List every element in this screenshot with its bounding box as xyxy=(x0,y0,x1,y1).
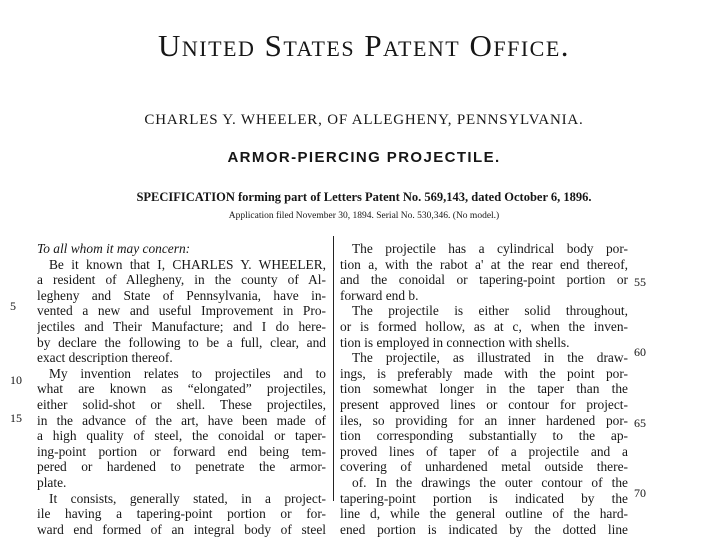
text-line: tion somewhat longer in the taper than the xyxy=(340,381,628,397)
left-text-column xyxy=(37,241,326,537)
text-line: by declare the following to be a full, clear, and xyxy=(37,334,326,350)
text-line: in the advance of the art, have been made of xyxy=(37,412,326,428)
text-line: present approved lines or contour for project- xyxy=(340,396,628,412)
salutation-line: To all whom it may concern: xyxy=(37,241,191,256)
text-line: tion a, with the rabot a' at the rear end thereof, xyxy=(340,256,628,272)
right-text-column xyxy=(340,241,628,537)
line-number: 15 xyxy=(10,411,22,425)
text-line: ened portion is indicated by the dotted line xyxy=(340,521,628,537)
text-line: or is formed hollow, as at c, when the inven- xyxy=(340,318,628,334)
text-line: line d, while the general outline of the hard- xyxy=(340,506,628,522)
text-line: The projectile is either solid throughout, xyxy=(352,303,628,319)
text-line: exact description thereof. xyxy=(37,350,173,366)
text-line: proved lines of taper of a projectile and a xyxy=(340,443,628,459)
text-line: plate. xyxy=(37,474,67,490)
line-number: 10 xyxy=(10,373,22,387)
text-line: and the conoidal or tapering-point portion or xyxy=(340,272,628,288)
text-line: pered or hardened to penetrate the armor- xyxy=(37,459,326,475)
text-line: of. In the drawings the outer contour of the xyxy=(352,474,628,490)
text-line: forward end b. xyxy=(340,287,419,303)
specification-label: SPECIFICATION xyxy=(136,190,235,204)
specification-details: forming part of Letters Patent No. 569,143, dated October 6, 1896. xyxy=(234,190,592,204)
line-number: 65 xyxy=(634,416,646,430)
text-line: My invention relates to projectiles and to xyxy=(49,365,326,381)
text-line: legheny and State of Pennsylvania, have in- xyxy=(37,287,326,303)
line-number: 5 xyxy=(10,299,16,313)
text-line: ings, is preferably made with the point por- xyxy=(340,365,628,381)
line-number: 70 xyxy=(634,486,646,500)
inventor-line: CHARLES Y. WHEELER, OF ALLEGHENY, PENNSYLVANIA. xyxy=(144,112,584,128)
text-line: tapering-point portion is indicated by the xyxy=(340,490,628,506)
text-line: ward end formed of an integral body of steel xyxy=(37,521,326,537)
text-line: a high quality of steel, the conoidal or taper- xyxy=(37,428,326,444)
column-divider xyxy=(333,236,334,501)
office-title: United States Patent Office. xyxy=(157,28,571,63)
text-line: a resident of Allegheny, in the county of Al- xyxy=(37,272,326,288)
invention-title: ARMOR-PIERCING PROJECTILE. xyxy=(227,149,501,166)
line-number: 60 xyxy=(634,345,646,359)
text-line: jectiles and Their Manufacture; and I do here- xyxy=(37,318,326,334)
text-line: iles, so providing for an inner hardened por- xyxy=(340,412,628,428)
text-line: The projectile has a cylindrical body por- xyxy=(352,241,628,256)
text-line: The projectile, as illustrated in the draw- xyxy=(352,350,628,366)
text-line: tion is employed in connection with shells. xyxy=(340,334,570,350)
specification-line xyxy=(0,190,728,205)
text-line: vented a new and useful Improvement in Pro- xyxy=(37,303,326,319)
text-line: Be it known that I, CHARLES Y. WHEELER, xyxy=(49,256,326,272)
application-line: Application filed November 30, 1894. Serial No. 530,346. (No model.) xyxy=(228,211,500,221)
line-number: 55 xyxy=(634,275,646,289)
text-line: ile having a tapering-point portion or for- xyxy=(37,506,326,522)
text-line: covering of unhardened metal outside there- xyxy=(340,459,628,475)
text-line: ing-point portion or forward end being tem- xyxy=(37,443,326,459)
text-line: It consists, generally stated, in a project- xyxy=(49,490,326,506)
text-line: what are known as “elongated” projectiles, xyxy=(37,381,326,397)
text-line: tion corresponding substantially to the ap- xyxy=(340,428,628,444)
text-line: either solid-shot or shell. These projectiles, xyxy=(37,396,326,412)
